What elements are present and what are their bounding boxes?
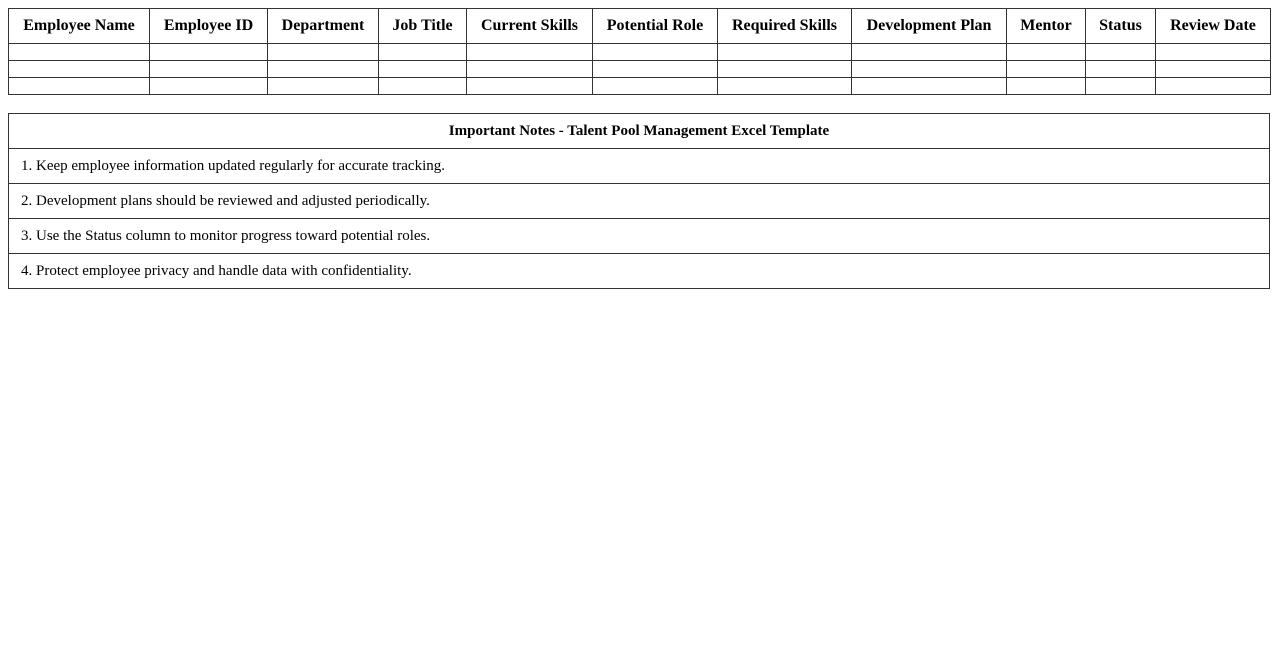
- table-cell[interactable]: [268, 78, 379, 95]
- table-cell[interactable]: [852, 44, 1007, 61]
- note-item: 3. Use the Status column to monitor progress toward potential roles.: [9, 219, 1270, 254]
- table-cell[interactable]: [9, 78, 150, 95]
- header-review-date: Review Date: [1156, 9, 1271, 44]
- table-cell[interactable]: [718, 78, 852, 95]
- table-cell[interactable]: [852, 78, 1007, 95]
- header-development-plan: Development Plan: [852, 9, 1007, 44]
- table-cell[interactable]: [1086, 44, 1156, 61]
- table-row: [9, 61, 1271, 78]
- table-cell[interactable]: [268, 44, 379, 61]
- header-department: Department: [268, 9, 379, 44]
- table-cell[interactable]: [852, 61, 1007, 78]
- header-employee-id: Employee ID: [150, 9, 268, 44]
- header-job-title: Job Title: [379, 9, 467, 44]
- note-item: 4. Protect employee privacy and handle data with confidentiality.: [9, 254, 1270, 289]
- important-notes-table: [8, 113, 1270, 289]
- table-cell[interactable]: [718, 61, 852, 78]
- table-cell[interactable]: [9, 44, 150, 61]
- table-cell[interactable]: [150, 44, 268, 61]
- table-cell[interactable]: [1007, 61, 1086, 78]
- table-cell[interactable]: [1156, 44, 1271, 61]
- table-cell[interactable]: [1086, 61, 1156, 78]
- table-cell[interactable]: [379, 44, 467, 61]
- note-row: [9, 149, 1270, 184]
- note-item: 1. Keep employee information updated regularly for accurate tracking.: [9, 149, 1270, 184]
- note-row: [9, 219, 1270, 254]
- table-cell[interactable]: [593, 44, 718, 61]
- note-item: 2. Development plans should be reviewed and adjusted periodically.: [9, 184, 1270, 219]
- header-status: Status: [1086, 9, 1156, 44]
- table-cell[interactable]: [379, 78, 467, 95]
- header-current-skills: Current Skills: [467, 9, 593, 44]
- table-cell[interactable]: [718, 44, 852, 61]
- table-cell[interactable]: [467, 78, 593, 95]
- notes-header-row: [9, 114, 1270, 149]
- table-cell[interactable]: [379, 61, 467, 78]
- table-row: [9, 44, 1271, 61]
- table-cell[interactable]: [150, 61, 268, 78]
- table-cell[interactable]: [1007, 44, 1086, 61]
- table-cell[interactable]: [467, 61, 593, 78]
- table-cell[interactable]: [1086, 78, 1156, 95]
- table-cell[interactable]: [593, 61, 718, 78]
- header-mentor: Mentor: [1007, 9, 1086, 44]
- table-cell[interactable]: [1156, 78, 1271, 95]
- table-cell[interactable]: [268, 61, 379, 78]
- table-header-row: [9, 9, 1271, 44]
- notes-title: Important Notes - Talent Pool Management Excel Template: [9, 114, 1270, 149]
- table-cell[interactable]: [1007, 78, 1086, 95]
- table-cell[interactable]: [1156, 61, 1271, 78]
- table-row: [9, 78, 1271, 95]
- header-potential-role: Potential Role: [593, 9, 718, 44]
- header-required-skills: Required Skills: [718, 9, 852, 44]
- table-cell[interactable]: [467, 44, 593, 61]
- talent-pool-table: [8, 8, 1271, 95]
- note-row: [9, 184, 1270, 219]
- header-employee-name: Employee Name: [9, 9, 150, 44]
- table-cell[interactable]: [150, 78, 268, 95]
- table-cell[interactable]: [9, 61, 150, 78]
- table-cell[interactable]: [593, 78, 718, 95]
- note-row: [9, 254, 1270, 289]
